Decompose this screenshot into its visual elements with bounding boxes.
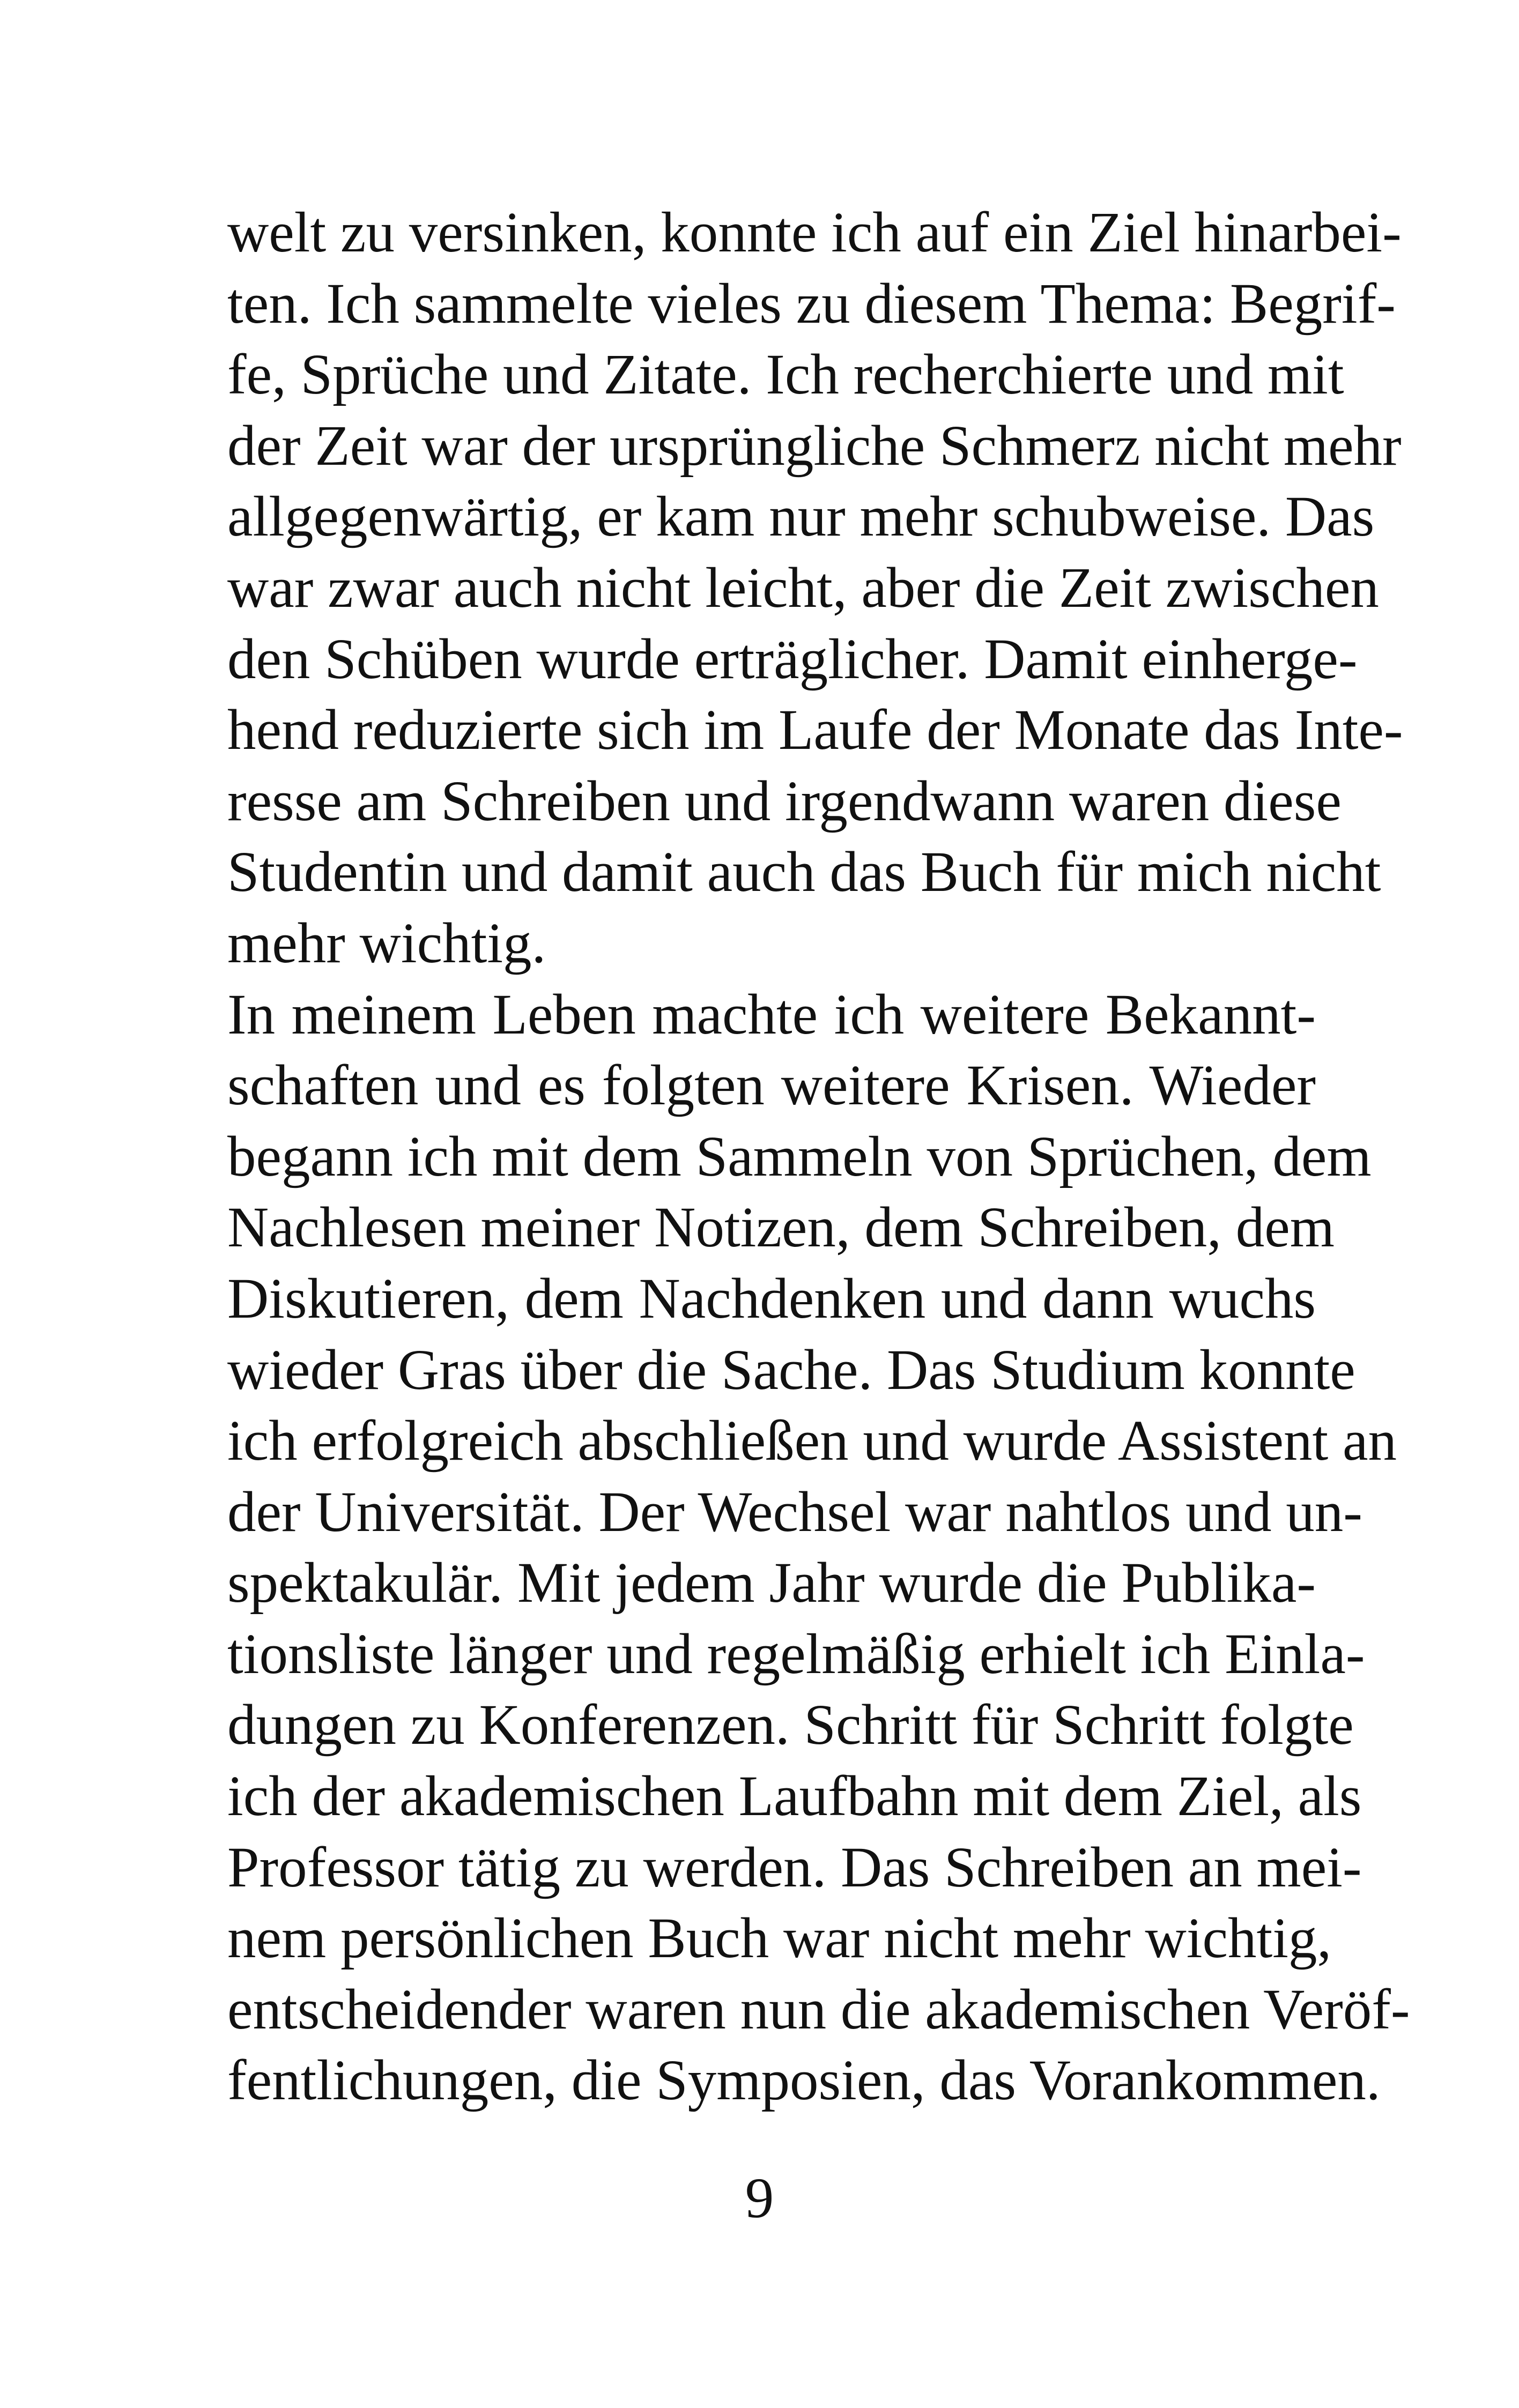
text-line: begann ich mit dem Sammeln von Sprüchen, dem [227,1125,1372,1188]
text-line: Nachlesen meiner Notizen, dem Schreiben, dem [227,1196,1335,1260]
body-text [227,197,1410,2116]
text-line: resse am Schreiben und irgendwann waren diese [227,769,1342,833]
text-line: ten. Ich sammelte vieles zu diesem Thema: Begrif- [227,272,1396,336]
text-line: wieder Gras über die Sache. Das Studium konnte [227,1338,1355,1402]
paragraph-1 [227,197,1403,979]
text-line: nem persönlichen Buch war nicht mehr wichtig, [227,1907,1332,1971]
text-line: hend reduzierte sich im Laufe der Monate das Inte- [227,698,1403,762]
text-line: tionsliste länger und regelmäßig erhielt ich Einla- [227,1622,1365,1686]
paragraph-2 [227,979,1410,2117]
text-line: den Schüben wurde erträglicher. Damit einherge- [227,627,1358,691]
text-line: fe, Sprüche und Zitate. Ich recherchierte und mit [227,343,1344,407]
text-line: allgegenwärtig, er kam nur mehr schubweise. Das [227,485,1375,549]
page-number: 9 [745,2167,774,2230]
text-line: mehr wichtig. [227,911,546,975]
text-line: der Universität. Der Wechsel war nahtlos und un- [227,1480,1362,1544]
text-line: Studentin und damit auch das Buch für mich nicht [227,841,1381,904]
text-line: entscheidender waren nun die akademischen Veröf- [227,1978,1410,2041]
text-line: der Zeit war der ursprüngliche Schmerz nicht mehr [227,414,1402,478]
text-line: dungen zu Konferenzen. Schritt für Schritt folgte [227,1693,1354,1757]
text-line: fentlichungen, die Symposien, das Vorankommen. [227,2049,1381,2113]
text-line: In meinem Leben machte ich weitere Bekannt- [227,983,1316,1046]
text-line: Professor tätig zu werden. Das Schreiben an mei- [227,1835,1362,1899]
text-line: war zwar auch nicht leicht, aber die Zeit zwischen [227,556,1379,620]
text-line: spektakulär. Mit jedem Jahr wurde die Publika- [227,1551,1316,1615]
text-line: Diskutieren, dem Nachdenken und dann wuchs [227,1267,1316,1331]
text-line: ich der akademischen Laufbahn mit dem Ziel, als [227,1765,1362,1829]
text-line: welt zu versinken, konnte ich auf ein Ziel hinarbei- [227,201,1402,264]
text-line: schaften und es folgten weitere Krisen. Wieder [227,1054,1316,1118]
text-line: ich erfolgreich abschließen und wurde Assistent an [227,1409,1397,1473]
